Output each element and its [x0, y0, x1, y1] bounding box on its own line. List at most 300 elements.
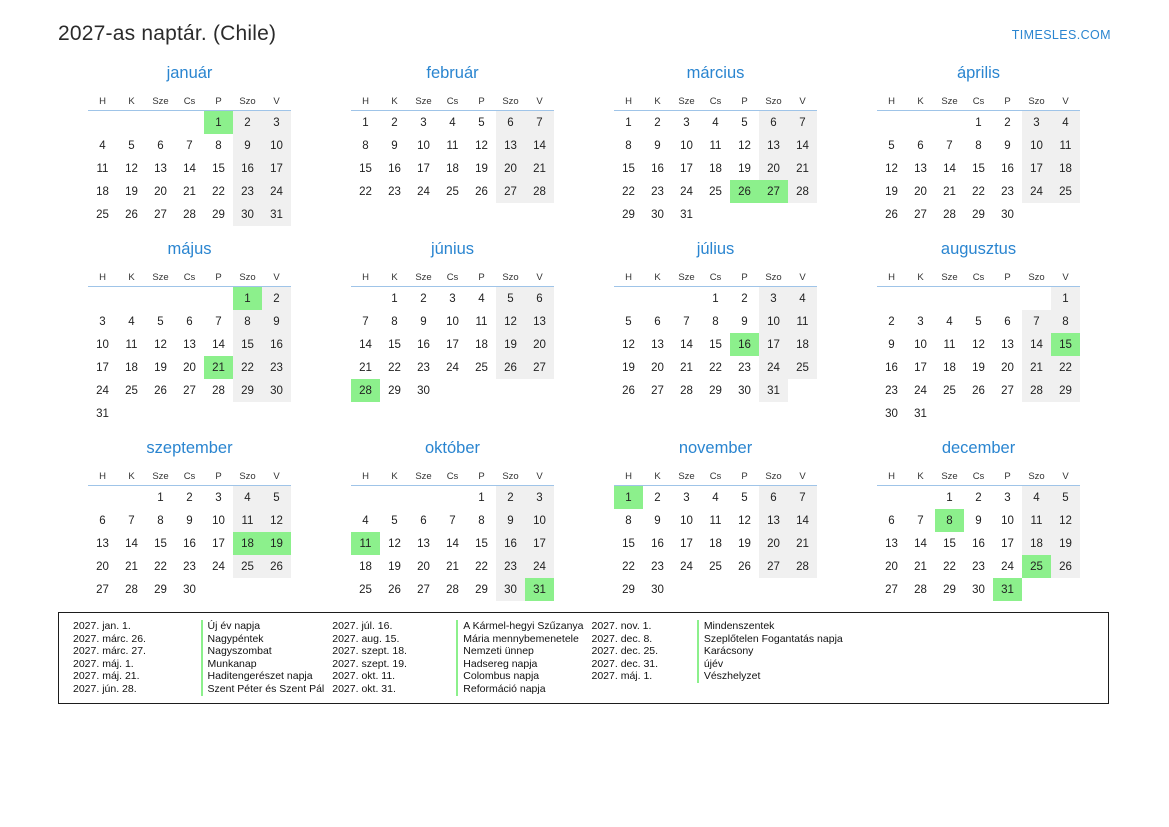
day-cell[interactable]: 13 [96, 537, 109, 550]
day-cell[interactable]: 5 [888, 139, 895, 152]
day-cell[interactable]: 1 [975, 116, 982, 129]
day-cell[interactable]: 17 [446, 338, 459, 351]
day-cell[interactable]: 13 [651, 338, 664, 351]
day-cell[interactable]: 15 [972, 162, 985, 175]
day-cell[interactable]: 13 [1001, 338, 1014, 351]
day-cell[interactable]: 22 [622, 185, 635, 198]
day-cell[interactable]: 29 [388, 384, 401, 397]
day-cell[interactable]: 9 [420, 315, 427, 328]
day-cell[interactable]: 9 [1004, 139, 1011, 152]
day-cell[interactable]: 6 [420, 514, 427, 527]
day-cell[interactable]: 20 [1001, 361, 1014, 374]
day-cell[interactable]: 7 [362, 315, 369, 328]
day-cell-holiday[interactable]: 1 [614, 486, 643, 510]
day-cell[interactable]: 3 [1004, 491, 1011, 504]
day-cell-weekend[interactable]: 3 [262, 111, 291, 135]
day-cell-weekend[interactable]: 7 [525, 111, 554, 135]
day-cell[interactable]: 29 [943, 583, 956, 596]
day-cell[interactable]: 22 [212, 185, 225, 198]
day-cell[interactable]: 28 [183, 208, 196, 221]
day-cell-weekend[interactable]: 9 [496, 509, 525, 532]
day-cell-weekend[interactable]: 5 [496, 287, 525, 311]
day-cell[interactable]: 15 [709, 338, 722, 351]
day-cell[interactable]: 20 [96, 560, 109, 573]
day-cell[interactable]: 16 [388, 162, 401, 175]
day-cell[interactable]: 9 [654, 139, 661, 152]
day-cell-weekend[interactable]: 11 [1022, 509, 1051, 532]
day-cell[interactable]: 29 [972, 208, 985, 221]
day-cell[interactable]: 31 [914, 407, 927, 420]
day-cell[interactable]: 14 [212, 338, 225, 351]
day-cell[interactable]: 23 [972, 560, 985, 573]
day-cell-weekend[interactable]: 16 [233, 157, 262, 180]
day-cell-weekend[interactable]: 13 [759, 509, 788, 532]
day-cell-weekend[interactable]: 30 [496, 578, 525, 601]
day-cell[interactable]: 27 [885, 583, 898, 596]
day-cell-weekend[interactable]: 5 [262, 486, 291, 510]
day-cell[interactable]: 22 [972, 185, 985, 198]
day-cell[interactable]: 23 [651, 560, 664, 573]
day-cell[interactable]: 31 [96, 407, 109, 420]
day-cell[interactable]: 7 [186, 139, 193, 152]
day-cell[interactable]: 25 [96, 208, 109, 221]
day-cell[interactable]: 11 [96, 162, 109, 175]
day-cell[interactable]: 25 [475, 361, 488, 374]
day-cell[interactable]: 23 [183, 560, 196, 573]
day-cell[interactable]: 12 [885, 162, 898, 175]
day-cell[interactable]: 5 [741, 116, 748, 129]
day-cell[interactable]: 27 [1001, 384, 1014, 397]
day-cell[interactable]: 22 [709, 361, 722, 374]
day-cell[interactable]: 7 [917, 514, 924, 527]
day-cell-weekend[interactable]: 29 [233, 379, 262, 402]
day-cell[interactable]: 30 [651, 208, 664, 221]
day-cell-holiday[interactable]: 27 [759, 180, 788, 203]
day-cell[interactable]: 16 [183, 537, 196, 550]
day-cell[interactable]: 11 [475, 315, 488, 328]
day-cell[interactable]: 20 [914, 185, 927, 198]
day-cell-weekend[interactable]: 13 [525, 310, 554, 333]
day-cell[interactable]: 24 [1001, 560, 1014, 573]
day-cell[interactable]: 13 [154, 162, 167, 175]
day-cell-weekend[interactable]: 11 [788, 310, 817, 333]
day-cell-weekend[interactable]: 9 [233, 134, 262, 157]
day-cell[interactable]: 19 [738, 537, 751, 550]
day-cell[interactable]: 14 [914, 537, 927, 550]
day-cell-weekend[interactable]: 21 [788, 532, 817, 555]
day-cell-weekend[interactable]: 4 [1022, 486, 1051, 510]
day-cell[interactable]: 23 [417, 361, 430, 374]
day-cell[interactable]: 16 [651, 162, 664, 175]
day-cell[interactable]: 13 [417, 537, 430, 550]
day-cell[interactable]: 9 [975, 514, 982, 527]
day-cell-weekend[interactable]: 31 [759, 379, 788, 402]
day-cell[interactable]: 24 [212, 560, 225, 573]
day-cell[interactable]: 13 [183, 338, 196, 351]
day-cell[interactable]: 8 [712, 315, 719, 328]
day-cell[interactable]: 4 [946, 315, 953, 328]
day-cell-holiday[interactable]: 26 [730, 180, 759, 203]
day-cell[interactable]: 29 [709, 384, 722, 397]
day-cell-weekend[interactable]: 1 [1051, 287, 1080, 311]
day-cell-weekend[interactable]: 30 [262, 379, 291, 402]
day-cell[interactable]: 29 [622, 208, 635, 221]
day-cell[interactable]: 9 [391, 139, 398, 152]
day-cell[interactable]: 17 [1001, 537, 1014, 550]
day-cell[interactable]: 2 [741, 292, 748, 305]
day-cell-weekend[interactable]: 7 [788, 486, 817, 510]
day-cell[interactable]: 3 [420, 116, 427, 129]
day-cell[interactable]: 20 [885, 560, 898, 573]
day-cell[interactable]: 26 [972, 384, 985, 397]
day-cell[interactable]: 21 [680, 361, 693, 374]
day-cell-weekend[interactable]: 17 [262, 157, 291, 180]
day-cell[interactable]: 2 [654, 491, 661, 504]
day-cell-weekend[interactable]: 28 [788, 555, 817, 578]
day-cell-weekend[interactable]: 25 [1051, 180, 1080, 203]
day-cell[interactable]: 12 [125, 162, 138, 175]
day-cell[interactable]: 26 [125, 208, 138, 221]
day-cell[interactable]: 6 [157, 139, 164, 152]
day-cell[interactable]: 21 [914, 560, 927, 573]
day-cell[interactable]: 21 [446, 560, 459, 573]
day-cell-weekend[interactable]: 21 [788, 157, 817, 180]
day-cell[interactable]: 11 [943, 338, 956, 351]
day-cell[interactable]: 30 [738, 384, 751, 397]
day-cell[interactable]: 19 [154, 361, 167, 374]
day-cell[interactable]: 2 [654, 116, 661, 129]
day-cell-weekend[interactable]: 28 [525, 180, 554, 203]
day-cell[interactable]: 28 [680, 384, 693, 397]
day-cell-holiday[interactable]: 1 [233, 287, 262, 311]
day-cell[interactable]: 5 [128, 139, 135, 152]
day-cell[interactable]: 19 [475, 162, 488, 175]
day-cell[interactable]: 4 [449, 116, 456, 129]
day-cell[interactable]: 27 [417, 583, 430, 596]
day-cell[interactable]: 12 [738, 139, 751, 152]
day-cell[interactable]: 17 [680, 162, 693, 175]
day-cell[interactable]: 29 [212, 208, 225, 221]
day-cell-holiday[interactable]: 16 [730, 333, 759, 356]
day-cell[interactable]: 15 [943, 537, 956, 550]
day-cell-holiday[interactable]: 11 [351, 532, 380, 555]
day-cell[interactable]: 4 [362, 514, 369, 527]
day-cell-weekend[interactable]: 20 [759, 157, 788, 180]
day-cell-weekend[interactable]: 3 [1022, 111, 1051, 135]
day-cell[interactable]: 30 [417, 384, 430, 397]
day-cell[interactable]: 10 [680, 139, 693, 152]
day-cell-weekend[interactable]: 17 [1022, 157, 1051, 180]
day-cell-weekend[interactable]: 13 [496, 134, 525, 157]
day-cell[interactable]: 14 [125, 537, 138, 550]
day-cell[interactable]: 16 [651, 537, 664, 550]
day-cell[interactable]: 22 [359, 185, 372, 198]
day-cell-weekend[interactable]: 20 [759, 532, 788, 555]
day-cell-holiday[interactable]: 31 [525, 578, 554, 601]
day-cell-weekend[interactable]: 25 [788, 356, 817, 379]
day-cell-weekend[interactable]: 18 [1022, 532, 1051, 555]
day-cell[interactable]: 18 [96, 185, 109, 198]
day-cell[interactable]: 10 [914, 338, 927, 351]
day-cell[interactable]: 2 [975, 491, 982, 504]
day-cell-weekend[interactable]: 22 [233, 356, 262, 379]
day-cell-weekend[interactable]: 27 [759, 555, 788, 578]
day-cell[interactable]: 12 [388, 537, 401, 550]
day-cell[interactable]: 4 [712, 116, 719, 129]
day-cell[interactable]: 16 [417, 338, 430, 351]
day-cell[interactable]: 16 [972, 537, 985, 550]
day-cell-weekend[interactable]: 2 [262, 287, 291, 311]
day-cell-weekend[interactable]: 14 [788, 134, 817, 157]
day-cell[interactable]: 29 [154, 583, 167, 596]
day-cell[interactable]: 10 [96, 338, 109, 351]
day-cell[interactable]: 3 [917, 315, 924, 328]
day-cell[interactable]: 3 [215, 491, 222, 504]
day-cell[interactable]: 22 [388, 361, 401, 374]
day-cell[interactable]: 12 [154, 338, 167, 351]
day-cell[interactable]: 17 [417, 162, 430, 175]
day-cell[interactable]: 14 [359, 338, 372, 351]
day-cell[interactable]: 8 [157, 514, 164, 527]
day-cell[interactable]: 25 [943, 384, 956, 397]
day-cell[interactable]: 4 [128, 315, 135, 328]
day-cell[interactable]: 17 [212, 537, 225, 550]
day-cell[interactable]: 4 [478, 292, 485, 305]
day-cell[interactable]: 17 [680, 537, 693, 550]
day-cell[interactable]: 25 [709, 560, 722, 573]
day-cell-weekend[interactable]: 8 [1051, 310, 1080, 333]
day-cell[interactable]: 1 [712, 292, 719, 305]
day-cell-weekend[interactable]: 14 [788, 509, 817, 532]
day-cell-weekend[interactable]: 21 [1022, 356, 1051, 379]
day-cell[interactable]: 7 [449, 514, 456, 527]
day-cell[interactable]: 26 [738, 560, 751, 573]
day-cell[interactable]: 28 [446, 583, 459, 596]
day-cell[interactable]: 26 [622, 384, 635, 397]
day-cell-weekend[interactable]: 22 [1051, 356, 1080, 379]
day-cell[interactable]: 2 [1004, 116, 1011, 129]
day-cell[interactable]: 17 [96, 361, 109, 374]
day-cell-weekend[interactable]: 17 [759, 333, 788, 356]
day-cell-weekend[interactable]: 12 [1051, 509, 1080, 532]
day-cell-weekend[interactable]: 10 [1022, 134, 1051, 157]
day-cell-weekend[interactable]: 2 [233, 111, 262, 135]
day-cell-weekend[interactable]: 24 [1022, 180, 1051, 203]
day-cell[interactable]: 20 [651, 361, 664, 374]
day-cell[interactable]: 22 [622, 560, 635, 573]
day-cell[interactable]: 18 [475, 338, 488, 351]
day-cell[interactable]: 27 [183, 384, 196, 397]
day-cell[interactable]: 30 [183, 583, 196, 596]
day-cell[interactable]: 12 [475, 139, 488, 152]
day-cell[interactable]: 28 [212, 384, 225, 397]
day-cell[interactable]: 2 [186, 491, 193, 504]
day-cell[interactable]: 2 [391, 116, 398, 129]
day-cell-weekend[interactable]: 26 [496, 356, 525, 379]
day-cell[interactable]: 19 [738, 162, 751, 175]
day-cell-weekend[interactable]: 31 [262, 203, 291, 226]
day-cell[interactable]: 25 [359, 583, 372, 596]
day-cell[interactable]: 7 [946, 139, 953, 152]
day-cell-weekend[interactable]: 12 [262, 509, 291, 532]
day-cell-weekend[interactable]: 18 [1051, 157, 1080, 180]
day-cell[interactable]: 9 [888, 338, 895, 351]
day-cell[interactable]: 1 [157, 491, 164, 504]
day-cell-weekend[interactable]: 23 [233, 180, 262, 203]
day-cell[interactable]: 15 [622, 162, 635, 175]
day-cell[interactable]: 22 [475, 560, 488, 573]
day-cell[interactable]: 6 [186, 315, 193, 328]
day-cell-holiday[interactable]: 15 [1051, 333, 1080, 356]
day-cell[interactable]: 18 [446, 162, 459, 175]
day-cell[interactable]: 16 [885, 361, 898, 374]
day-cell[interactable]: 15 [388, 338, 401, 351]
day-cell[interactable]: 23 [1001, 185, 1014, 198]
day-cell-weekend[interactable]: 25 [233, 555, 262, 578]
day-cell[interactable]: 30 [1001, 208, 1014, 221]
day-cell-weekend[interactable]: 3 [525, 486, 554, 510]
day-cell-holiday[interactable]: 1 [204, 111, 233, 135]
day-cell[interactable]: 26 [475, 185, 488, 198]
day-cell-weekend[interactable]: 15 [233, 333, 262, 356]
day-cell-weekend[interactable]: 28 [788, 180, 817, 203]
day-cell[interactable]: 8 [215, 139, 222, 152]
day-cell-holiday[interactable]: 8 [935, 509, 964, 532]
day-cell[interactable]: 28 [914, 583, 927, 596]
day-cell[interactable]: 21 [125, 560, 138, 573]
day-cell[interactable]: 12 [622, 338, 635, 351]
brand-link[interactable]: TIMESLES.COM [1011, 28, 1111, 42]
day-cell-weekend[interactable]: 28 [1022, 379, 1051, 402]
day-cell-weekend[interactable]: 14 [525, 134, 554, 157]
day-cell-weekend[interactable]: 7 [1022, 310, 1051, 333]
day-cell[interactable]: 5 [625, 315, 632, 328]
day-cell[interactable]: 9 [741, 315, 748, 328]
day-cell[interactable]: 18 [709, 537, 722, 550]
day-cell[interactable]: 24 [446, 361, 459, 374]
day-cell[interactable]: 13 [914, 162, 927, 175]
day-cell-holiday[interactable]: 18 [233, 532, 262, 555]
day-cell-weekend[interactable]: 7 [788, 111, 817, 135]
day-cell[interactable]: 26 [388, 583, 401, 596]
day-cell[interactable]: 5 [157, 315, 164, 328]
day-cell[interactable]: 27 [96, 583, 109, 596]
day-cell-weekend[interactable]: 24 [262, 180, 291, 203]
day-cell[interactable]: 11 [125, 338, 138, 351]
day-cell[interactable]: 7 [683, 315, 690, 328]
day-cell[interactable]: 15 [622, 537, 635, 550]
day-cell-weekend[interactable]: 10 [262, 134, 291, 157]
day-cell[interactable]: 19 [125, 185, 138, 198]
day-cell-weekend[interactable]: 6 [496, 111, 525, 135]
day-cell[interactable]: 6 [1004, 315, 1011, 328]
day-cell[interactable]: 21 [943, 185, 956, 198]
day-cell[interactable]: 10 [212, 514, 225, 527]
day-cell[interactable]: 11 [709, 514, 722, 527]
day-cell[interactable]: 5 [975, 315, 982, 328]
day-cell[interactable]: 21 [183, 185, 196, 198]
day-cell[interactable]: 11 [709, 139, 722, 152]
day-cell[interactable]: 22 [154, 560, 167, 573]
day-cell[interactable]: 24 [680, 185, 693, 198]
day-cell[interactable]: 8 [362, 139, 369, 152]
day-cell-weekend[interactable]: 11 [233, 509, 262, 532]
day-cell[interactable]: 3 [683, 116, 690, 129]
day-cell[interactable]: 1 [478, 491, 485, 504]
day-cell[interactable]: 10 [446, 315, 459, 328]
day-cell[interactable]: 23 [885, 384, 898, 397]
day-cell[interactable]: 1 [391, 292, 398, 305]
day-cell-weekend[interactable]: 14 [1022, 333, 1051, 356]
day-cell[interactable]: 29 [622, 583, 635, 596]
day-cell[interactable]: 3 [99, 315, 106, 328]
day-cell-weekend[interactable]: 17 [525, 532, 554, 555]
day-cell[interactable]: 14 [183, 162, 196, 175]
day-cell[interactable]: 19 [622, 361, 635, 374]
day-cell-weekend[interactable]: 9 [262, 310, 291, 333]
day-cell[interactable]: 1 [946, 491, 953, 504]
day-cell-weekend[interactable]: 6 [759, 111, 788, 135]
day-cell[interactable]: 2 [420, 292, 427, 305]
day-cell[interactable]: 15 [475, 537, 488, 550]
day-cell-weekend[interactable]: 18 [788, 333, 817, 356]
day-cell[interactable]: 24 [680, 560, 693, 573]
day-cell[interactable]: 24 [96, 384, 109, 397]
day-cell-weekend[interactable]: 27 [525, 356, 554, 379]
day-cell[interactable]: 5 [741, 491, 748, 504]
day-cell[interactable]: 25 [446, 185, 459, 198]
day-cell[interactable]: 15 [212, 162, 225, 175]
day-cell[interactable]: 26 [885, 208, 898, 221]
day-cell[interactable]: 18 [943, 361, 956, 374]
day-cell-weekend[interactable]: 10 [525, 509, 554, 532]
day-cell[interactable]: 3 [449, 292, 456, 305]
day-cell[interactable]: 14 [446, 537, 459, 550]
day-cell-weekend[interactable]: 11 [1051, 134, 1080, 157]
day-cell-weekend[interactable]: 10 [759, 310, 788, 333]
day-cell-weekend[interactable]: 16 [496, 532, 525, 555]
day-cell[interactable]: 3 [683, 491, 690, 504]
day-cell[interactable]: 18 [359, 560, 372, 573]
day-cell[interactable]: 10 [417, 139, 430, 152]
day-cell[interactable]: 28 [943, 208, 956, 221]
day-cell[interactable]: 28 [125, 583, 138, 596]
day-cell[interactable]: 19 [885, 185, 898, 198]
day-cell[interactable]: 23 [651, 185, 664, 198]
day-cell[interactable]: 27 [914, 208, 927, 221]
day-cell[interactable]: 1 [625, 116, 632, 129]
day-cell-weekend[interactable]: 27 [496, 180, 525, 203]
day-cell[interactable]: 29 [475, 583, 488, 596]
day-cell[interactable]: 4 [712, 491, 719, 504]
day-cell[interactable]: 5 [478, 116, 485, 129]
day-cell-weekend[interactable]: 16 [262, 333, 291, 356]
day-cell-holiday[interactable]: 21 [204, 356, 233, 379]
day-cell[interactable]: 26 [154, 384, 167, 397]
day-cell[interactable]: 10 [680, 514, 693, 527]
day-cell[interactable]: 19 [388, 560, 401, 573]
day-cell[interactable]: 16 [1001, 162, 1014, 175]
day-cell[interactable]: 30 [972, 583, 985, 596]
day-cell[interactable]: 20 [183, 361, 196, 374]
day-cell-weekend[interactable]: 24 [759, 356, 788, 379]
day-cell-weekend[interactable]: 2 [496, 486, 525, 510]
day-cell-weekend[interactable]: 20 [496, 157, 525, 180]
day-cell[interactable]: 30 [651, 583, 664, 596]
day-cell[interactable]: 15 [359, 162, 372, 175]
day-cell-weekend[interactable]: 8 [233, 310, 262, 333]
day-cell[interactable]: 24 [914, 384, 927, 397]
